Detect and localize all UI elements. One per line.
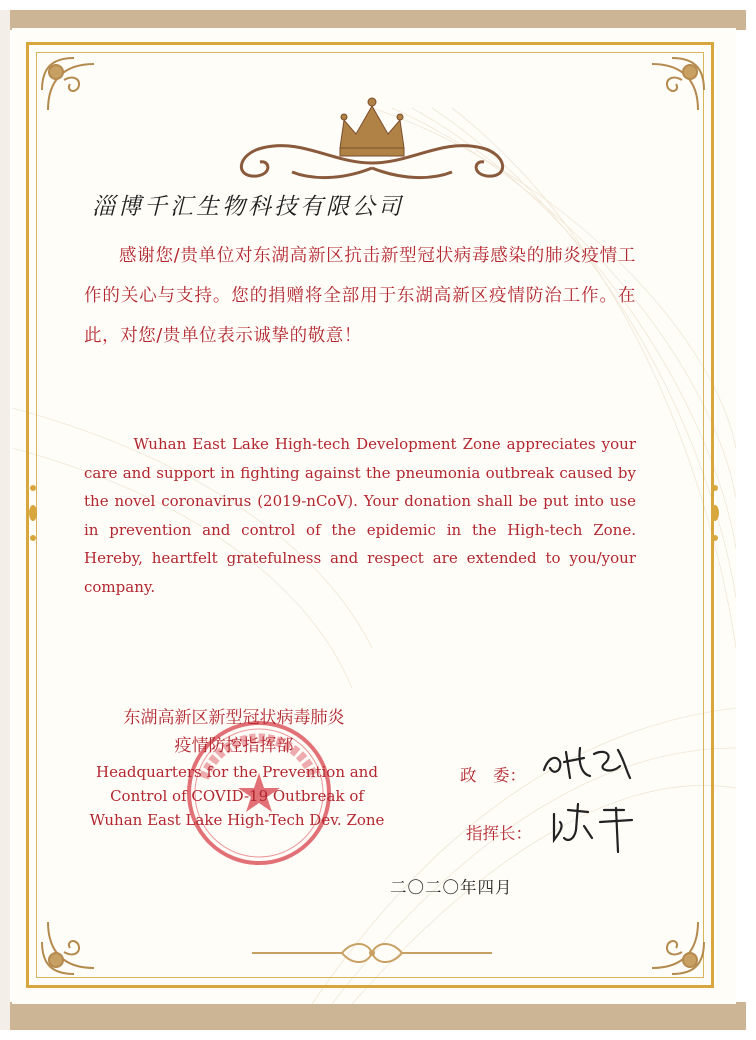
chinese-paragraph: 感谢您/贵单位对东湖高新区抗击新型冠状病毒感染的肺炎疫情工作的关心与支持。您的捐赠将全部用于东湖高新区疫情防治工作。在此，对您/贵单位表示诚挚的敬意！ [84, 246, 636, 346]
chinese-message [84, 236, 636, 356]
issuer-english [76, 760, 398, 832]
paper-bottom-strip [10, 1002, 746, 1030]
political-commissar-label: 政 委： [460, 766, 526, 785]
scroll-ornament-icon [252, 938, 492, 968]
commander-signature [548, 800, 644, 856]
paper-edge [0, 10, 10, 1030]
floral-corner-icon [634, 904, 712, 982]
english-paragraph: Wuhan East Lake High-tech Development Zone appreciates your care and support in fighting against the pneumonia outbreak caused by the novel coronavirus (2019-nCoV). Your donation shall be put into use in prevention and control of the epidemic in the High-tech Zone. Hereby, heartfelt gratefulness and respect are extended to you/your company. [84, 435, 636, 596]
side-ornament-icon [709, 468, 721, 558]
side-ornament-icon [27, 468, 39, 558]
floral-corner-icon [34, 904, 112, 982]
issuer-en-line: Headquarters for the Prevention and [96, 763, 378, 781]
paper-top-strip [10, 10, 746, 30]
commissar-signature [540, 740, 636, 784]
english-message [84, 430, 636, 602]
issuer-en-line: Wuhan East Lake High-Tech Dev. Zone [89, 811, 385, 829]
issuer-cn-line: 东湖高新区新型冠状病毒肺炎 [123, 708, 345, 728]
floral-corner-icon [34, 50, 112, 128]
floral-corner-icon [634, 50, 712, 128]
issue-date: 二〇二〇年四月 [390, 878, 513, 897]
commander-label: 指挥长： [466, 824, 532, 843]
issuer-en-line: Control of COVID-19 Outbreak of [110, 787, 364, 805]
issuer-cn-line: 疫情防控指挥部 [174, 736, 294, 756]
crown-icon [222, 68, 522, 188]
recipient-name: 淄博千汇生物科技有限公司 [92, 194, 404, 220]
issuer-chinese [84, 704, 384, 760]
